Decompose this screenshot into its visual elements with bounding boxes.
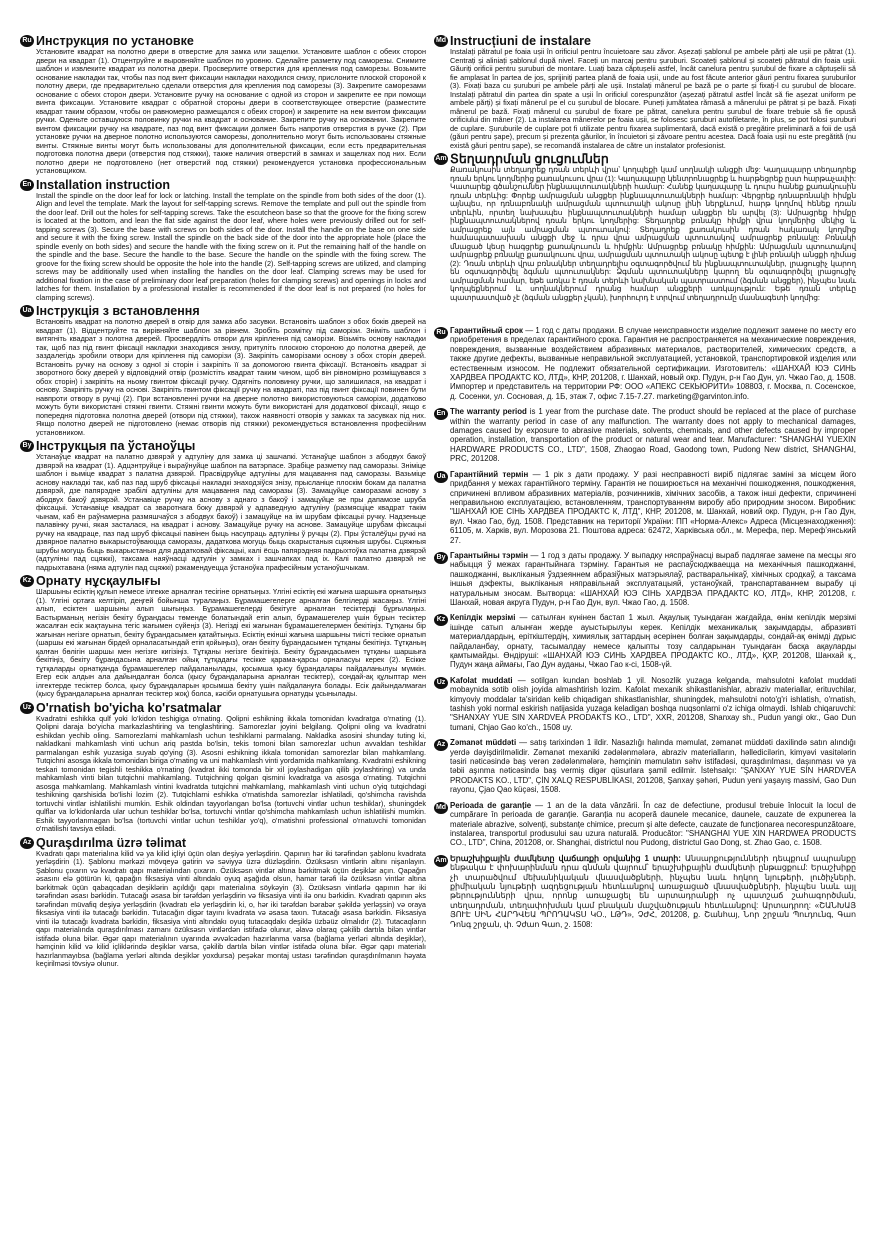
warranty-body: — сатылған күнінен бастап 1 жыл. Ақаулық туындаған жағдайда, өнім кепілдік мерзімі ішінде сатып алынған жерде ауыстырылуы керек. Кепілдік механикалық зақымдарды, абразивті материалдардың, еріткіштердің, химиялық заттардың әсерінен болған зақымдарды, сондай-ақ өнімді дұрыс пайдаланбау, орнату, тасымалдау немесе қалыпты тозу салдарынан туындаған басқа ақауларды қамтымайды. Өндіруші: «ШАНХАЙ ЮЭ СИНЬ ХАРДВЕА ПРОДАКТС КО., ЛТД», ҚХР, 201208, Шанхай қ., Пудун жаңа аймағы, Гао Дун ауданы, Чжао Гао к-сі, 1508-үй.: [450, 613, 856, 670]
language-badge: Az: [20, 837, 34, 849]
warranty-ru: [434, 326, 856, 401]
language-badge: Md: [434, 802, 448, 814]
warranty-text: [450, 470, 856, 545]
warranty-text: [450, 676, 856, 732]
warranty-md: [434, 801, 856, 848]
section-title: Інструкцыя па ўстаноўцы: [36, 439, 196, 453]
language-badge: Ru: [434, 327, 448, 339]
section-uz: [20, 701, 426, 834]
right-column: [434, 34, 856, 935]
left-column: [20, 34, 426, 971]
section-en: [20, 178, 426, 303]
warranty-ua: [434, 470, 856, 545]
language-badge: Kz: [20, 575, 34, 587]
warranty-text: [450, 801, 856, 848]
warranty-body: — 1 рік з дати продажу. У разі несправності виріб підлягає заміні за місцем його придбання у межах гарантійного терміну. Гарантія не поширюється на механічні пошкодження, пошкодження, спричинені впливом абразивних матеріалів, розчинників, хімічних засобів, а також інші дефекти, спричинені неправильною експлуатацією, встановленням, транспортуванням виробу або природним зносом. Виробник: "ШАНХАЙ ЮЕ СІНЬ ХАРДВЕА ПРОДАКТС К, ЛТД", КНР, 201208, м. Шанхай, новий окр. Пудун, р-н Гао Дун, вул. Чжао Гао, буд. 1508. Представник на території України: ПП «Норма-Алекс» Адреса (Місцезнаходження): 61105, м. Харків, вул. Морозова 21. Поштова адреса: 62472, Харківська обл., м. Мерефа, пер. Мерефʼянський 27.: [450, 469, 856, 545]
section-ru: [20, 34, 426, 176]
warranty-label: Гарантыйны тэрмін: [450, 550, 528, 560]
warranty-body: — satış tarixindən 1 ildir. Nasazlığı halında məmulat, zəmanət müddəti daxilində satın alındığı yerdə dəyişdirilməlidir. Zəmanət mexaniki zədələnmələrə, abraziv materialların, həlledicilərin, kimyəvi vasitələrin təsiri nəticəsində baş verən zədələnmələrə, həmçinin məmulatın səhv istifadəsi, quraşdırılması, daşınması və ya təbii aşınma nəticəsində baş vermiş digər qüsurlara şamil edilmir. İstehsalçı: "ŞANXAY YUE SİN HARDVEA PRODAKTS KO., LTD", ÇİN XALQ RESPUBLİKASI, 201208, Şanxay şəhəri, Pudun yeni yaşayış massivi, Gao Dun rayonu, Çjao Qao küçəsi, 1508.: [450, 738, 857, 795]
section-md: [434, 34, 856, 150]
section-title: Инструкция по установке: [36, 34, 194, 48]
section-text: Kvadratni eshikka qulf yoki lo'kidon teshigiga o'rnating. Qolipni eshikning ikkala tomonidan kvadratga o'rnating (1). Qolipni daraja bo'yicha markazlashtiring va tenglashtiring. Samorezlar joyini belgilang. Qolipni oling va kvadratni eshikdan yechib oling. Samorezlarni mahkamlash uchun teshiklarni parmalang. Nakladka asosini shunday tuting ki, nakladkani mahkamlash vinti uchun ariq pastda bo'lsin, tekis tomoni bilan samorezlar uchun avvaldan teshiklar parmalangan eshik yuzasiga suyab qo'ying (3). Asosni eshikning ikkala tomonidan samorezlar bilan mahkamlang. Tutqichni asosga ikkala tomonidan biriga o'rnating va uni mahkamlash vinti yordamida mahkamlang. Kvadratni eshikning teskari tomonidan tegishli teshikka o'rnating (kvadrat ikki tomonda bir xil joylashadigan qilib joylashtiring) va unda mahkamlash vinti bilan tutqichni mahkamlang. Tutqichning qolgan qismini kvadratga va asosga o'rnating. Tutqichni asosga mahkamlang. Mahkamlash vintini kvadratda tutqichni mahkamlang, mahkamlash vinti uchun o'yiq tutqichdagi teshikning qarshisida bo'lishi lozim (2). Tutqichlarni eshikka o'rnatishda samorezlar ishlatiladi, qo'shimcha ravishda tortuvchi vintlar ishlatilishi mumkin. Eshik oldindan tayyorlangan bo'lsa (tortuvchi vintlar uchun teshiklar), shuningdek qulflar va lo'kidonlarda ular uchun teshiklar bo'lsa, tortuvchi vintlar qo'shimcha mahkamlash uchun ishlatilishi mumkin. Eshik tayyorlanmagan bo'lsa (tortuvchi vintlar uchun teshiklar yo'q), o'rnatishni professional o'rnatuvchi tomonidan o'rnatilishi tavsiya etiladi.: [36, 713, 426, 833]
section-title: Instrucțiuni de instalare: [450, 34, 592, 48]
section-spacer: [434, 304, 856, 326]
section-title: Інструкція з встановлення: [36, 304, 200, 318]
language-badge: Ua: [434, 471, 448, 483]
language-badge: Ru: [20, 35, 34, 47]
warranty-text: [450, 326, 856, 401]
section-text: Instalați pătratul pe foaia ușii în orificiul pentru încuietoare sau zăvor. Așezați șablonul pe ambele părți ale ușii pe pătrat (1). Centrați și aliniați șablonul după nivel. Faceți un marcaj pentru șuruburi. Scoateți șablonul și scoateți pătratul din foaia ușii. Găuriți orificii pentru șuruburi de montare. Luați baza căptușelii astfel, încât canelura pentru șurubul de fixare a căptușelii să fie amplasat în partea de jos, sprijiniți partea plană de foaia ușii, unde au fost făcute anterior găuri pentru fixarea șuruburilor (3). Fixați baza cu șuruburi pe ambele părți ale ușii. Instalați mânerul pe bază pe o parte și fixați-l cu șurubul de blocare. Instalați pătratul din partea din spate a ușii în orificiul corespunzător (așezați pătratul astfel încât să fie așezat uniform pe ambele părți) și fixați mânerul pe el cu șurubul de blocare. Puneți jumătatea rămasă a mânerului pe pătrat și pe bază. Fixați mânerul pe bază. Fixați mânerul cu șurubul de fixare pe pătrat, canelura pentru șurubul de fixare trebuie să fie opusă orificiului din mâner (2). La instalarea mânerelor pe foaia ușii, se folosesc șuruburi autofiletante, în plus, se pot folosi șuruburi de cuplare. Șuruburile de cuplare pot fi utilizate pentru fixarea suplimentară, dacă există o pregătire preliminară a foii de ușă (găuri pentru șape), precum și prezența găurilor, în încuietori și zăvoare pentru acestea. Dacă foaia ușii nu este pregătită (nu există găuri pentru șape), se recomandă instalarea de către un instalator profesionist.: [450, 47, 856, 150]
warranty-text: [450, 551, 856, 607]
language-badge: Md: [434, 35, 448, 47]
language-badge: By: [434, 552, 448, 564]
warranty-label: Zəmanət müddəti: [450, 738, 517, 748]
section-text: Шаршыны есіктің құлып немесе ілгекке арналған тесігіне орнатыңыз. Үлгіні есіктің екі жағына шаршыға орнатыңыз (1). Үлгіні ортаға келтіріп, деңгей бойынша туралаңыз. Бұрамашегелерге арналған белгілерді жасаңыз. Үлгіні алып, есіктен шаршыны алып шығыңыз. Бұрамашегелерді бекітуге арналған тесіктерді бұрғылаңыз. Бастырманың негізін бекіту бұрандасы төменде болатындай етіп алып, бұрамашегелер үшін бұрын тесіктер жасалған есік жақтауына тегіс жағымен сүйеңіз (3). Негізді екі жағынан бұрамашегелермен бекітіңіз. Тұтқаны бір жағынан негізге орнатып, бекіту бұрандасымен қатайтыңыз. Есіктің екінші жағына шаршыны тиісті тесікке орнатып (шаршы екі жағынан бірдей орналасатындай етіп қойыңыз), оған бекіту бұрандасымен тұтқаны бекітіңіз. Тұтқаның қалған бөлігін шаршы мен негізге кигізіңіз. Тұтқаны негізге бекітіңіз. Бекіту бұрандасымен тұтқаны шаршыға бекітіңіз, бекіту бұрандасына арналған ойық тұтқадағы тесікке қарама-қарсы орналасуы керек (2). Есікке тұтқаларды орнатқанда бұрамашегелер пайдаланылады, қосымша қысу бұрандалары пайдаланылуы мүмкін. Егер есік алдын ала дайындалған болса (қысу бұрандаларына арналған тесіктер), сондай-ақ құлыптар мен ілгектерде тесіктер болса, қысу бұрандаларын қосымша бекіту үшін пайдалануға болады. Есік дайындалмаған (қысу бұрандаларына арналған тесіктер жоқ) болса, кәсіби орнатушыға орнатуды ұсынылады.: [36, 587, 426, 698]
warranty-am: [434, 854, 856, 929]
warranty-label: Երաշխիքային ժամկետը վաճառքի օրվանից 1 տարի:: [450, 853, 681, 863]
warranty-text: [450, 854, 856, 929]
warranty-body: Անսարքությունների դեպքում ապրանքը ենթակա է փոխարինման դրա գնման վայրում՝ երաշխիքային ժամկետի ընթացքում: Երաշխիքը չի տարածվում մեխանիկական վնասվածքների, ինչպես նաև հղկող նյութերի, լուծիչների, քիմիական նյութերի ազդեցության հետևանքով առաջացած վնասվածքների, ինչպես նաև այլ թերությունների վրա, որոնք առաջացել են արտադրանքի ոչ պատշաճ շահագործման, տեղադրման, տեղափոխման կամ բնական մաշվածության հետևանքով: Արտադրող: «ՇԱՆԽԱՅ ՅՈՒԷ ՍԻՆ ՀԱՐԴՎԵԱ ՊՐՈԴԱԿՏՍ ԿՕ., ԼԹԴ», ՉԺՀ, 201208, ք. Շանհայ, Նոր շրջան Պուդունգ, Գաո Դոնգ շրջան, փ. Չժաո Գաո, շ. 1508:: [450, 853, 856, 929]
language-badge: Am: [434, 153, 448, 165]
language-badge: By: [20, 440, 34, 452]
section-text: Kvadratı qapı materialına kilid və ya kilid içliyi üçün olan deşiyə yerləşdirin. Qapının hər iki tərəfindən şablonu kvadrata yerləşdirin (1). Şablonu mərkəzi mövqeyə gətirin və səviyyə üzrə düzləşdirin. Özüksəsn vintlərin altını nişanlayın. Şablonu çıxarın və kvadratı qapı materialından çıxarın. Özüksəsn vintlər altına bərkitmək üçün deşiklər açın. Qapağın əsasını elə götürün ki, qapağın fiksasiya vinti altındakı oyuq aşağıda olsun, hamar tərəfi ilə özüksəsn vintlər altına bərkitmək üçün qabaqcadan deşiklərin açıldığı qapı materialına söykəyin (3). Özüksəsn vintlərlə qapının hər iki tərəfindən əsası bərkidin. Tutacağı əsasa bir tərəfdən yerləşdirin və fiksasiya vinti ilə onu bərkidin. Kvadratı qapının əks tərəfindən müvafiq deşiyə yerləşdirin (kvadratı elə yerləşdirin ki, o, hər iki tərəfdən bərabər şəkildə yerləşsin) və oraya fiksasiya vinti ilə tutacağı bərkidin. Tutacağın digər tayını kvadrata və əsasa taxın. Tutacağı əsasa bərkidin. Fiksasiya vinti ilə tutacağı kvadrata bərkidin, fiksasiya vinti altındakı oyuq tutacaqdakı deşiklə üzbəüz olmalıdır (2). Tutacaqların qapı materialında quraşdırılması zamanı özüksəsn vintlərdən istifadə olunur, əlavə olaraq çəkilib dartıla bilən vintlər istifadə oluna bilər. Əgər qapı materialının uyarında əvvəlcədən hazırlanma varsa (bağlama yerləri altında deşiklər), həmçinin kilid və kilid içliklərində deşiklər varsa, çəkilib dartıla bilən vintlər istifadə oluna bilər. Əgər qapı materialı hazırlanmayıbsa (bağlama yerləri altında deşiklər yoxdursa) peşəkar montaj ustası tərəfindən quraşdırılmanın həyata keçirilməsi tövsiyə olunur.: [36, 848, 426, 968]
warranty-body: — 1 год с даты продажи. В случае неисправности изделие подлежит замене по месту его приобретения в пределах гарантийного срока. Гарантия не распространяется на механические повреждения, повреждения, вызванные воздействием абразивных материалов, растворителей, химических средств, а также другие дефекты, вызванные неправильной эксплуатацией, установкой, транспортировкой изделия или естественным износом. Не подлежит обязательной сертификации. Изготовитель: «ШАНХАЙ ЮЭ СИНЬ ХАРДВЕА ПРОДАКТС КО, ЛТД», КНР, 201208, г. Шанхай, новый окр. Пудун, р-н Гао Дун, ул. Чжао Гао, д. 1508. Импортер и представитель на территории РФ: ООО «АПЕКС СЕКЬЮРИТИ» 108803, г. Москва, п. Сосенское, д. Сосенки, ул. Сосновая, д. 1Б, этаж 7, офис 7.15-7.27. marketing@garvinton.info.: [450, 326, 857, 401]
section-by: [20, 439, 426, 572]
warranty-label: Kafolat muddati: [450, 675, 513, 685]
language-badge: Am: [434, 855, 448, 867]
warranty-label: Гарантийный срок: [450, 326, 523, 335]
warranty-label: Кепілдік мерзімі: [450, 613, 516, 623]
language-badge: Kz: [434, 614, 448, 626]
section-title: Орнату нұсқаулығы: [36, 574, 161, 588]
warranty-label: Perioada de garanție: [450, 800, 532, 810]
section-title: Տեղադրման ցուցումներ: [450, 152, 609, 166]
section-text: Քառակուսին տեղադրեք դռան տերևի վրա՝ կողպեքի կամ սողնակի անցքի մեջ: Կաղապարը տեղադրեք դռան երկու կողմերից քառակուսու վրա (1): Կաղապարը կենտրոնացրեք և հարթեցրեք ըստ հարթաչափի: Կատարեք գծանշումներ ինքնապտուտակների համար: Հանեք կաղապարը և դուրս հանեք քառակուսին դռան տերևից: Փորեք ամրացման անցքեր ինքնապտուտակների համար: Վերցրեք դռնաբռնակի հիմքն այնպես, որ դռնաբռնակի ամրացման պտուտակի ակոսը լինի ներքևում, հարթ կողմով հենեք դռան տերևին, որտեղ նախապես ինքնապտուտակների համար անցքեր են արվել (3): Ամրացրեք հիմքը ինքնապտուտակներով դռան երկու կողմերից: Տեղադրեք բռնակը հիմքի վրա կողմերից մեկից և ամրացրեք այն ամրացման պտուտակով: Տեղադրեք քառակուսին դռան հակառակ կողմից համապատասխան անցքի մեջ և դրա վրա ամրացման պտուտակով ամրացրեք բռնակը: Բռնակի մնացած կեսը հագցրեք քառակուսուն և հիմքին: Ամրացրեք բռնակը հիմքին: Ամրացման պտուտակով ամրացրեք բռնակը քառակուսու վրա, ամրացման պտուտակի ակոսը պետք է լինի բռնակի անցքի դիմաց (2): Դռան տերևի վրա բռնակներ տեղադրելիս օգտագործվում են ինքնապտուտակներ, լրացուցիչ կարող են օգտագործվել ձգման պտուտակներ: Ձգման պտուտակները կարող են օգտագործվել լրացուցիչ ամրացման համար, եթե առկա է դռան տերևի նախնական պատրաստում (ձգման անցքեր), ինչպես նաև կողպեքներում և սողնակներում դրանց համար անցքերի առկայություն: Եթե դռան տերևը պատրաստված չէ (ձգման անցքեր չկան), խորհուրդ է տրվում տեղադրումը մասնագետի կողմից:: [450, 165, 856, 302]
warranty-body: — sotilgan kundan boshlab 1 yil. Nosozlik yuzaga kelganda, mahsulotni kafolat muddati mobaynida sotib olish joyida almashtirish lozim. Kafolat mexanik shikastlanishlar, abraziv materiallar, erituvchilar, kimyoviy moddalar ta'siridan kelib chiqadigan shikastlanishlar, shuningdek, mahsulotni noto'g'ri ishlatish, o'rnatish, tashish yoki normal eskirish natijasida yuzaga keladigan boshqa nuqsonlarni o'z ichiga olmaydi. Ishlab chiqaruvchi: "SHANXAY YUE SIN XARDVEA PRODAKTS KO., LTD", XXR, 201208, Shanxay sh., Pudun yangi okr., Gao Dun tumani, Chjao Gao ko'ch., 1508 uy.: [450, 675, 856, 732]
warranty-label: The warranty period: [450, 407, 527, 417]
section-text: Встановіть квадрат на полотно дверей в отвір для замка або засувки. Встановіть шаблон з обох боків дверей на квадрат (1). Відцентруйте та вирівняйте шаблон за рівнем. Зробіть розмітку під саморізи. Зніміть шаблон і витягніть квадрат з полотна дверей. Просвердліть отвори для кріплення під саморізи. Візьміть основу накладки так, щоб паз під гвинт фіксації накладки знаходився знизу, притуліть плоскою стороною до полотна дверей, де заздалегідь зробили отвори для кріплення під саморізи (3). Закріпіть саморізами основу з обох сторін дверей. Встановіть ручку на основу з одної зі сторін і закріпіть її за допомогою гвинта фіксації. Встановіть квадрат зі зворотного боку дверей у відповідний отвір (розмістіть квадрат таким чином, щоб він рівномірно розміщувався з обох сторін) і закріпіть на ньому гвинтом фіксації ручку. Одягніть половинку ручки, що залишилася, на квадрат і основу. Закріпіть ручку на основі. Закріпіть гвинтом фіксації ручку на квадраті, паз під гвинт фіксації повинен бути навпроти отвору в ручці (2). При встановленні ручки на дверне полотно використовуються саморізи, додатково можуть бути використані стяжні гвинти. Стяжні гвинти можуть бути використані для додаткової фіксації, якщо є попередня підготовка полотна дверей (отвори під стяжки), також наявності отворів у замках та засувках під них. Якщо полотно дверей не підготовлено (немає отворів під стяжки) рекомендується встановлення професійним установником.: [36, 317, 426, 437]
language-badge: En: [434, 408, 448, 420]
warranty-text: [450, 613, 856, 669]
language-badge: En: [20, 179, 34, 191]
section-text: Установите квадрат на полотно двери в отверстие для замка или защелки. Установите шаблон с обеих сторон двери на квадрат (1). Отцентруйте и выровняйте шаблон по уровню. Сделайте разметку под саморезы. Снимите шаблон и извлеките квадрат из полотна двери. Просверлите отверстия для крепления под саморезы. Возьмите основание накладки так, чтобы паз под винт фиксации накладки находился снизу, прислоните плоской стороной к полотну двери, где предварительно сделали отверстия для крепления под саморезы (3). Закрепите саморезами основание с обеих сторон двери. Установите ручку на основание с одной из сторон и закрепите ее при помощи винта фиксации. Установите квадрат с обратной стороны двери в соответствующее отверстие (разместите квадрат таким образом, чтобы он равномерно размещался с обеих сторон) и закрепите на нем винтом фиксации ручки. Оденьте оставшуюся половинку ручки на квадрат и основание. Закрепите ручку на основании. Закрепите винтом фиксации ручку на квадрате, паз под винт фиксации должен быть напротив отверстия в ручке (2). При установке ручки на дверное полотно используются саморезы, дополнительно могут быть использованы стяжные винты. Стяжные винты могут быть использованы для дополнительной фиксации, если есть предварительная подготовка полотна двери (отверстия под стяжки), также наличия отверстий в замках и защелках под них. Если полотно двери не подготовлено (нет отверстий под стяжки) рекомендуется установка профессиональным установщиком.: [36, 47, 426, 175]
warranty-body: is 1 year from the purchase date. The product should be replaced at the place of purchase within the warranty period in case of any malfunction. The warranty does not apply to mechanical damages, damages caused by exposure to abrasive materials, solvents, chemicals, and other defects caused by improper operation, installation, transportation of the product or natural wear and tear. Manufacturer: "SHANGHAI YUEXIN HARDWARE PRODUCTS CO., LTD", 1508, Zhaogao Road, Gaodong town, Pudong New district, SHANGHAI, PRC, 201208.: [450, 407, 856, 464]
section-title: Quraşdırılma üzrə təlimat: [36, 835, 187, 850]
language-badge: Ua: [20, 305, 34, 317]
warranty-az: [434, 738, 856, 794]
warranty-by: [434, 551, 856, 607]
warranty-kz: [434, 613, 856, 669]
language-badge: Uz: [434, 677, 448, 689]
section-text: Install the spindle on the door leaf for lock or latching. Install the template on the spindle from both sides of the door (1). Align and level the template. Mark the layout for self-tapping screws. Remove the template and pull out the spindle from the door leaf. Drill out the holes for self-tapping screws. Take the escutcheon base so that the groove for the fixing screw is located at the bottom, and lean the flat side against the door leaf, where holes were previously drilled out for self-tapping screws (3). Secure the base with screws on both sides of the door. Install the handle on the base on one side and secure it with the fixing screw. Install the spindle on the back side of the door into the appropriate hole (place the spindle evenly on both sides) and secure the handle with the fixing screw on it. Put the remaining half of the handle on the spindle and the base. Secure the handle to the base. Secure the handle on the spindle with the fixing screw. The groove for the fixing screw should be opposite the hole into the handle (2). Self-tapping screws are utilized, and clamping screws may be additionally used when installing the handles on the door leaf. Clamping screws may be used for additional fixation in the case of preliminary door leaf preparation (holes for clamping screws) and openings in locks and latches for them. Installation by a professional installer is recommended if the door leaf is not prepared (no holes for clamping screws).: [36, 190, 426, 302]
section-kz: [20, 574, 426, 699]
section-title: O'rnatish bo'yicha ko'rsatmalar: [36, 700, 222, 715]
language-badge: Az: [434, 739, 448, 751]
section-am: [434, 152, 856, 302]
section-text: Устанаўце квадрат на палатно дзвярэй у адтуліну для замка ці зашчапкі. Устанаўце шаблон з абодвух бакоў дзвярэй на квадрат (1). Адцэнтруйце і выраўнуйце шаблон па ватэрпасе. Зрабіце разметку пад саморазы. Зніміце шаблон і выміце квадрат з палатна дзвярэй. Прасвідруйце адтуліны для мацавання пад саморазы. Вазьміце аснову накладкі так, каб паз пад шруб фіксацыі накладкі знаходзіўся знізу, прысланіце плоскім бокам да палатна дзвярэй, дзе папярэдне зрабілі адтуліны для мацавання пад саморазы (3). Замацуйце саморазамі аснову з абодвух бакоў дзвярэй. Устанавіце ручку на аснову з аднаго з бакоў і замацуйце яе пры дапамозе шруба фіксацыі. Устанавіце квадрат са зваротнага боку дзвярэй у адпаведную адтуліну (размясціце квадрат такім чынам, каб ён раўнамерна размяшчаўся з абодвух бакоў) і замацуйце на ім шрубам фіксацыі ручку. Надзеньце палавінку ручкі, якая засталася, на квадрат і аснову. Замацуйце ручку на аснове. Замацуйце шрубам фіксацыі ручку на квадраце, паз пад шруб фіксацыі павінен быць насупраць адтуліны ў ручцы (2). Пры ўсталёўцы ручкі на дзвярное палатно выкарыстоўваюцца саморазы, дадаткова могуць быць скарыстаныя сцяжныя шрубы. Сцяжныя шрубы могуць быць выкарыстаныя для дадатковай фіксацыі, калі ёсць папярэдняя падрыхтоўка палатна дзвярэй (адтуліны пад сцяжкі), таксама наяўнасці адтулін у замках і зашчапках пад іх. Калі палатно дзвярэй не падрыхтавана (няма адтулін пад сцяжкі) рэкамендуецца ўстаноўка прафесійным устаноўшчыкам.: [36, 452, 426, 572]
section-ua: [20, 304, 426, 437]
language-badge: Uz: [20, 702, 34, 714]
section-title: Installation instruction: [36, 177, 171, 192]
warranty-label: Гарантійний термін: [450, 469, 529, 479]
warranty-body: — 1 год з даты продажу. У выпадку няспраўнасці выраб падлягае замене па месцы яго набыцця ў межах гарантыйнага тэрміну. Гарантыя не распаўсюджваецца на механічныя пашкоджанні, пашкоджанні, выкліканыя ўздзеяннем абразіўных матэрыялаў, растваральнікаў, хімічных сродкаў, а таксама іншыя дэфекты, выкліканыя няправільнай эксплуатацыяй, устаноўкай, транспартаваннем вырабу ці натуральным зносам. Вытворца: «ШАНХАЙ ЮЭ СІНЬ ХАРДВЭА ПРАДАКТС КО, ЛТД», КНР, 201208, г. Шанхай, новая акруга Пудун, р-н Гао Дун, вул. Чжао Гао, д. 1508.: [450, 550, 856, 607]
warranty-body: — 1 an de la data vânzării. În caz de defectiune, produsul trebuie înlocuit la locul de cumpărare în perioada de garanție. Garanția nu acoperă daunele mecanice, daunele, cauzate de expunerea la materiale abrazive, solvenți, substanțe chimice, precum și alte defecte, cauzate de funcționarea necorespunzătoare, instalarea, transportul produsului sau uzura naturală. Producător: "SHANGHAI YUE XIN HARDWEA PRODUCTS CO., LTD", China, 201208, or. Shanghai, districtul nou Pudong, districtul Gao Dong, st. Zhao Gao, c. 1508.: [450, 800, 856, 848]
section-az: [20, 836, 426, 969]
warranty-uz: [434, 676, 856, 732]
warranty-text: [450, 738, 856, 794]
warranty-en: [434, 407, 856, 463]
warranty-text: [450, 407, 856, 463]
